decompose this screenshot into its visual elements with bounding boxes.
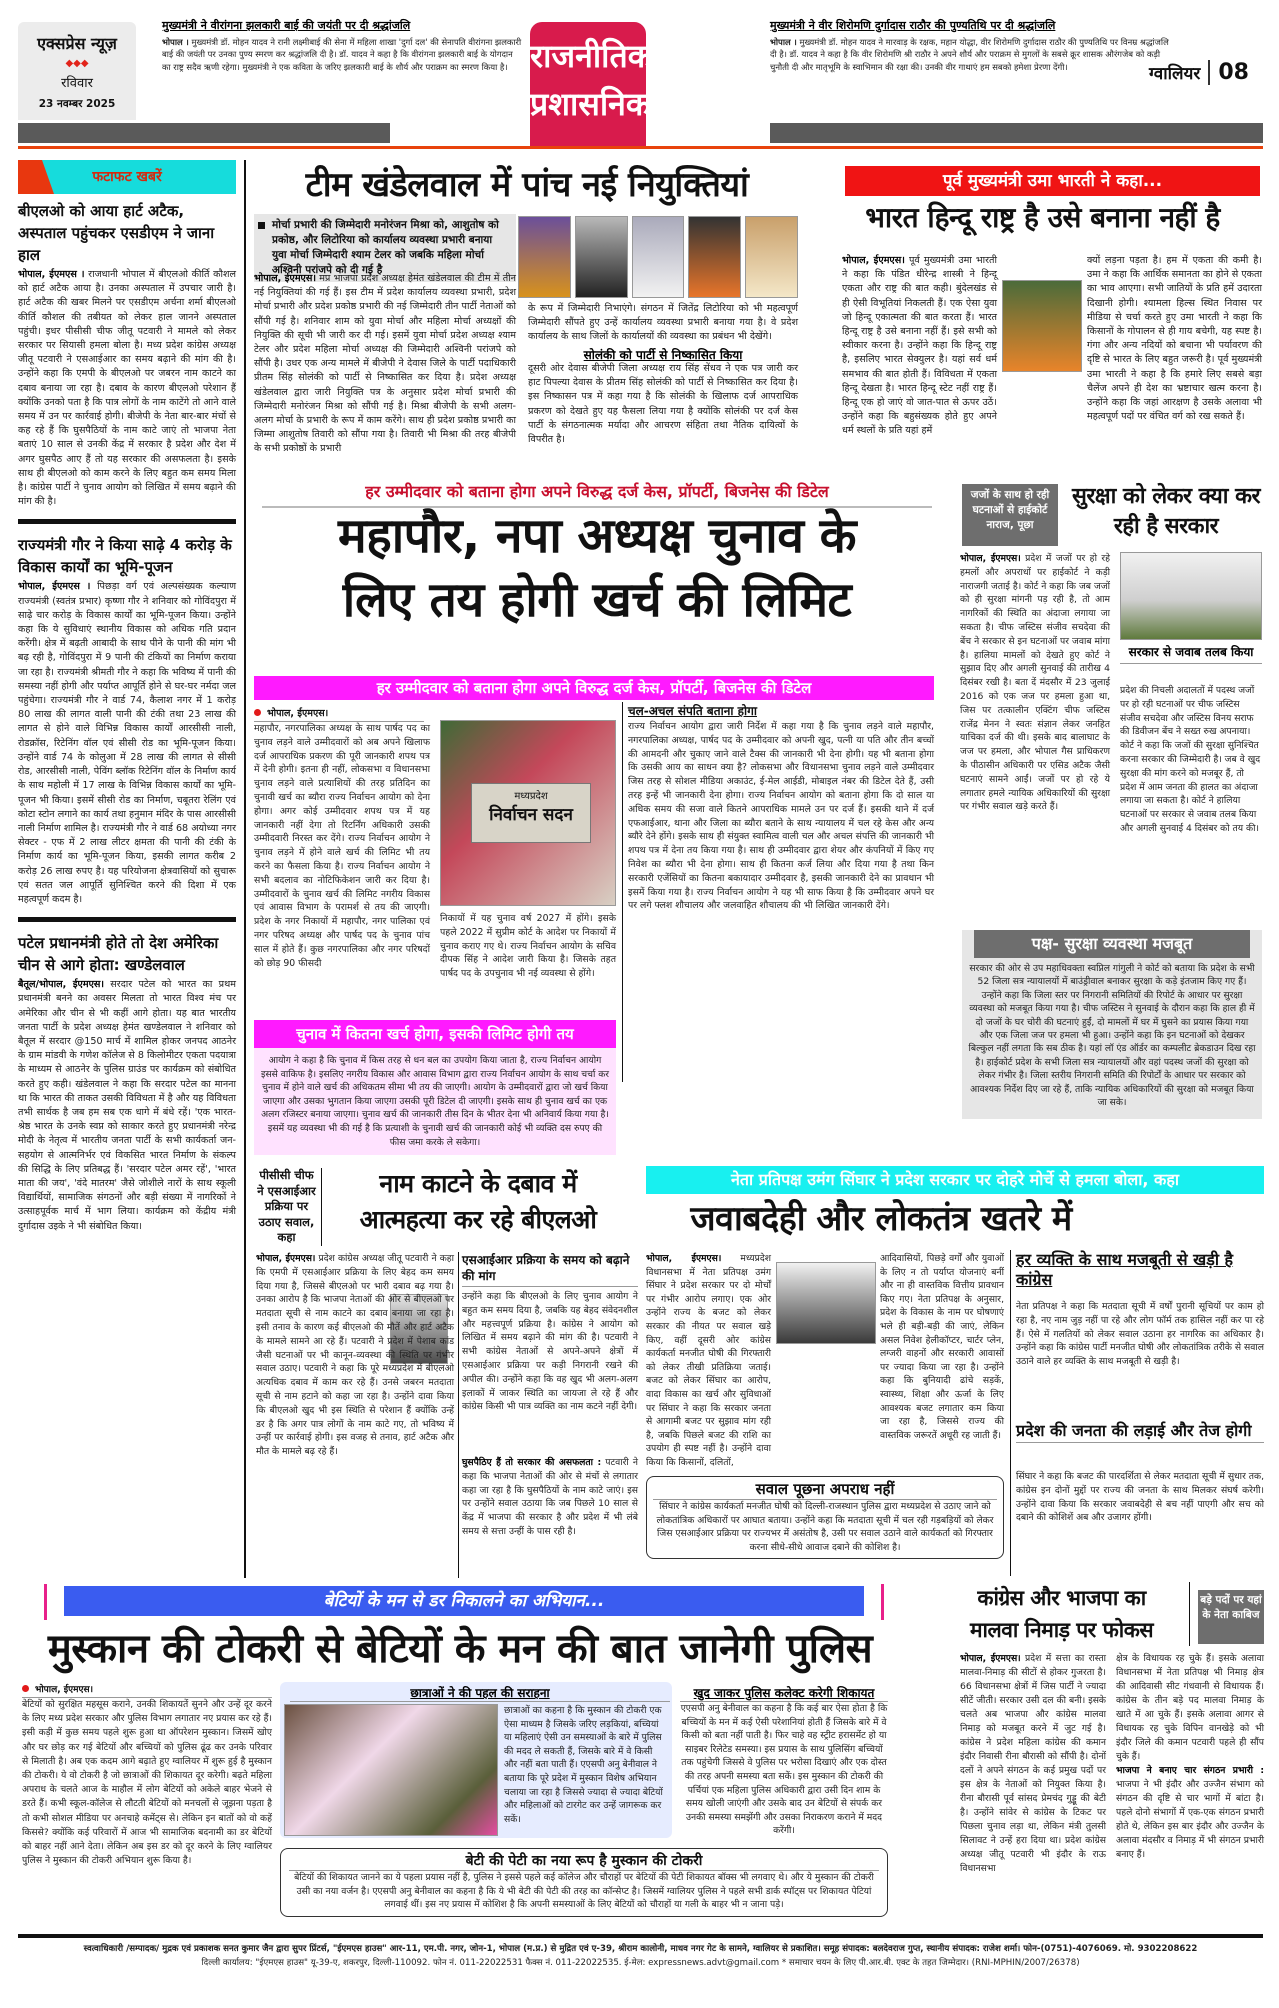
uma-body-right: क्यों लड़ना पड़ता है। हम में एकता की कमी है। उमा ने कहा कि आर्थिक समानता का होने से एकता का भाव आएगा। सभी जातियों के प्रति हमें उदारता दिखानी होगी। श्यामला हिल्स स्थित निवास पर मीडिया से चर्चा करते हुए उमा भारती ने कहा कि किसानों के गोपालन से ही गाय बचेगी, यह स्पष्ट है। गंगा और अन्य नदियों को बचाना भी पर्यावरण की दृष्टि से भारत के लिए बहुत जरूरी है। पूर्व मुख्यमंत्री उमा भारती ने कहा है कि हमारे लिए सबसे बड़ा चैलेंज अपने ही देश का भ्रष्टाचार खत्म करना है। उन्होंने कहा कि जहां आरक्षण है उसके अलावा भी महत्वपूर्ण पदों पर वंचित वर्ग को रख सकते हैं। bbox=[1087, 255, 1262, 423]
section-title-line2: प्रशासनिक bbox=[530, 85, 651, 123]
city-name: ग्वालियर bbox=[1149, 64, 1201, 84]
police-kicker: बेटियों के मन से डर निकालने का अभियान... bbox=[64, 1586, 864, 1616]
police-box-head: बेटी की पेटी का नया रूप है मुस्कान की टोकरी bbox=[289, 1851, 879, 1871]
brief-left-headline: मुख्यमंत्री ने वीरांगना झलकारी बाई की जयंती पर दी श्रद्धांजलि bbox=[162, 19, 411, 32]
dateline: भोपाल, ईएमएस। bbox=[254, 273, 316, 284]
uma-body-left-text: पूर्व मुख्यमंत्री उमा भारती ने कहा कि पंडित धीरेन्द्र शास्त्री ने हिन्दू एकता और राष्ट्र की बात कही। बुंदेलखंड से ही ऐसी विभूतियां निकलती हैं। एक ऐसा युवा जो हिन्दू एकात्मता की बात करता हैं। भारत हिन्दू राष्ट्र है उसे बनाना नहीं हैं। इसे सभी को स्वीकार करना है। उन्होंने कहा कि हिन्दू राष्ट्र है, इसलिए भारत सेक्युलर है। यहां सर्व धर्म समभाव की बात होती हैं। विविधता में एकता हिन्दू देखता है। भारत हिन्दू स्टेट नहीं राष्ट्र हैं। हिन्दू एक हो जाएं वो जात-पात से ऊपर उठें। उन्होंने कहा कि बहुसंख्यक होते हुए अपने धर्म स्थलों के प्रति यहां हमें bbox=[842, 255, 997, 437]
khandelwal-body-right: के रूप में जिम्मेदारी निभाएंगे। संगठन में जितेंद्र लिटोरिया को भी महत्वपूर्ण जिम्मेदारी सौंपते हुए उन्हें कार्यालय व्यवस्था प्रभारी बनाया गया है। वे प्रदेश कार्यालय के साथ जिलों के कार्यालयों की व्यवस्था का प्रबंधन भी देखेंगे। bbox=[528, 303, 798, 343]
solanki-body: दूसरी ओर देवास बीजेपी जिला अध्यक्ष राय सिंह सेंधव ने एक पत्र जारी कर हाट पिपल्या देवास के प्रीतम सिंह सोलंकी को पार्टी से निष्कासित कर दिया है। इस निष्कासन पत्र में कहा गया है कि सोलंकी के खिलाफ दर्ज आपराधिक प्रकरण को देखते हुए यह फैसला लिया गया है क्योंकि सोलंकी पर दर्ज केस पार्टी के संगठनात्मक मर्यादा और आचरण संहिता तथा नैतिक दायित्वों के विपरीत है। bbox=[528, 363, 798, 446]
asset-body: राज्य निर्वाचन आयोग द्वारा जारी निर्देश में कहा गया है कि चुनाव लड़ने वाले महापौर, नगरपालिका अध्यक्ष, पार्षद पद के उम्मीदवार को अपनी खुद, पत्नी या पति और तीन बच्चों की आमदनी और चुकाए जाने वाले टैक्स की जानकारी भी देना होगी। यह भी बताना होगा कि उसकी आय का साधन क्या है? लोकसभा और विधानसभा चुनाव लड़ने वाले उम्मीदवार जिस तरह से सोशल मीडिया अकाउंट, ई-मेल आईडी, मोबाइल नंबर की डिटेल देते हैं, उसी तरह इन्हें भी जानकारी देना होगा। राज्य निर्वाचन आयोग को बताना होगा कि दो साल या अधिक समय की सजा वाले कितने आपराधिक मामले उन पर दर्ज हैं। इसकी थाने में दर्ज एफआईआर, थाना और जिला का ब्यौरा बताने के साथ न्यायालय में चल रहे केस और अन्य ब्यौरे देने होंगे। इसके साथ ही संयुक्त स्वामित्व वाली चल और अचल संपत्ति की जानकारी भी शपथ पत्र में देना तय किया गया है। साथ ही उम्मीदवार द्वारा शेयर और कंपनियों में किए गए निवेश का ब्यौरा भी देना होगा। साथ ही कितना कर्ज लिया और दिया गया है तथा किन सरकारी एजेंसियों का कितना बकायादार उम्मीदवार है, इसकी जानकारी देने का प्रावधान भी इसमें किया गया है। राज्य निर्वाचन आयोग ने यह भी साफ किया है कि उम्मीदवार अपने घर पर लगे फ्लश शौचालय और जलवाहित शौचालय की भी लिखित जानकारी देंगे। bbox=[628, 721, 934, 912]
police-body: बेटियों को सुरक्षित महसूस कराने, उनकी शिकायतें सुनने और उन्हें दूर करने के लिए मध्य प्रदेश सरकार और पुलिस विभाग लगातार नए प्रयास कर रहे हैं। इसी कड़ी में कुछ समय पहले शुरू हुआ था ऑपरेशन मुस्कान। जिसमें खोए और घर छोड़ कर गई बेटियों और बच्चियों को पुलिस ढूंढ कर उनके परिवार से मिलाती है। अब एक कदम आगे बढ़ाते हुए ग्वालियर में शुरू हुई है मुस्कान की टोकरी। ये वो टोकरी है जो छात्राओं की शिकायत दूर करेगी। बढ़ते महिला अपराध के चलते आज के माहौल में लोग बेटियों को अकेले बाहर भेजने से डरते हैं। कभी स्कूल-कॉलेज से लौटती बेटियों को मनचलों से जूझना पड़ता है तो कभी सोशल मीडिया पर अनचाहे कमेंट्स से। लेकिन इन बातों को वो कहें किससे? क्योंकि कई परिवारों में आज भी सामाजिक बदनामी का डर बेटियों को बाहर नहीं आने देता। लेकिन अब इस डर को दूर करने के लिए ग्वालियर पुलिस ने मुस्कान की टोकरी अभियान शुरू किया है। bbox=[22, 1699, 272, 1867]
singhar-body-left-text: मध्यप्रदेश विधानसभा में नेता प्रतिपक्ष उमंग सिंघार ने प्रदेश सरकार पर दो मोर्चों पर गंभीर आरोप लगाए। एक ओर उन्होंने राज्य के बजट को लेकर सरकार की नीयत पर सवाल खड़े किए, वहीं दूसरी ओर कांग्रेस कार्यकर्ता मनजीत घोषी की गिरफ्तारी को लेकर तीखी प्रतिक्रिया जताई। बजट को लेकर सिंघार का आरोप, वादा विकास का खर्च और सुविधाओं पर सिंघार ने कहा कि सरकार जनता से आगामी बजट पर सुझाव मांग रही है, जबकि पिछले बजट की राशि का उपयोग ही स्पष्ट नहीं है। उन्होंने दावा किया कि किसानों, दलितों, bbox=[646, 1253, 771, 1468]
limit-body: आयोग ने कहा है कि चुनाव में किस तरह से धन बल का उपयोग किया जाता है, राज्य निर्वाचन आयोग इससे वाकिफ है। इसलिए नगरीय विकास और आवास विभाग द्वारा राज्य निर्वाचन आयोग के साथ चर्चा कर चुनाव में होने वाले खर्च की अधिकतम सीमा भी तय की जाएगी। आयोग के उम्मीदवारों द्वारा जो खर्च किया जाएगा और उसका भुगतान किया जाएगा उसकी पूरी डिटेल दी जाएगी। इसके साथ ही चुनाव खर्च का एक अलग रजिस्टर बनाया जाएगा। चुनाव खर्च की जानकारी तीस दिन के भीतर देना भी अनिवार्य किया गया है। इसमें यह व्यवस्था भी की गई है कि प्रत्याशी के चुनावी खर्च की जानकारी कोई भी व्यक्ति दस रुपए की फीस जमा करके ले सकेगा। bbox=[254, 1048, 616, 1155]
diamond-ornament-icon: ◆◆◆ bbox=[65, 58, 89, 69]
malwa-body-left bbox=[960, 1652, 1106, 1876]
highcourt-box-head: पक्ष- सुरक्षा व्यवस्था मजबूत bbox=[974, 930, 1250, 958]
asset-subhead: चल-अचल संपति बताना होगा bbox=[628, 704, 757, 718]
khandelwal-body-text: मप्र भाजपा प्रदेश अध्यक्ष हेमंत खंडेलवाल की टीम में तीन नई नियुक्तियां की गई हैं। इस टीम में प्रदेश कार्यालय व्यवस्था प्रभारी, प्रदेश मोर्चा प्रभारी और प्रदेश प्रकोष्ठ प्रभारी की नई जिम्मेदारी तीन पार्टी नेताओं को सौंपी गई है। शनिवार शाम को युवा मोर्चा और महिला मोर्चा अध्यक्षों की नियुक्ति की सूची भी जारी कर दी गई। इसमें युवा मोर्चा प्रदेश अध्यक्ष श्याम टेलर और प्रदेश महिला मोर्चा अध्यक्ष की जिम्मेदारी अश्विनी परांजपे को सौंपी है। उधर एक अन्य मामले में बीजेपी ने देवास जिले के पार्टी पदाधिकारी प्रीतम सिंह सोलंकी को पार्टी से निष्कासित कर दिया है। प्रदेश अध्यक्ष खंडेलवाल द्वारा जारी नियुक्ति पत्र के अनुसार प्रदेश मोर्चा प्रभारी की जिम्मेदारी मनोरंजन मिश्रा को सौंपी गई है। मिश्रा बीजेपी के सभी अलग-अलग मोर्चा के प्रभारी के रूप में काम करेंगे। साथ ही प्रदेश प्रकोष्ठ प्रभारी का जिम्मा आशुतोष तिवारी को सौंपा गया है। तिवारी भी मिश्रा की तरह बीजेपी के सभी प्रकोष्ठों के प्रभारी bbox=[254, 273, 516, 455]
sign-line2: निर्वाचन सदन bbox=[489, 805, 573, 825]
weekday: रविवार bbox=[61, 76, 93, 91]
malwa-body-left-text: प्रदेश में सत्ता का रास्ता मालवा-निमाड़ की सीटों से होकर गुजरता है। 66 विधानसभा क्षेत्रों में जिस पार्टी ने ज्यादा सीटें जीती। सरकार उसी दल की बनी। इसके चलते अब भाजपा और कांग्रेस मालवा निमाड़ को मजबूत करने में जुट गई है। कांग्रेस ने प्रदेश महिला कांग्रेस की कमान इंदौर निवासी रीना बौरासी को सौंपी है। दोनों दलों ने अपने संगठन के कई प्रमुख पदों पर इस क्षेत्र के नेताओं को नियुक्त किया है। रीना बौरासी पूर्व सांसद प्रेमचंद गुड्डू की बेटी है। उन्होंने सांवेर से कांग्रेस के टिकट पर पिछला चुनाव लड़ा था, लेकिन मंत्री तुलसी सिलावट ने उन्हें हरा दिया था। प्रदेश कांग्रेस अध्यक्ष जीतू पटवारी भी इंदौर के राऊ विधानसभा bbox=[960, 1653, 1106, 1874]
police-headline: मुस्कान की टोकरी से बेटियों के मन की बात जानेगी पुलिस bbox=[47, 1626, 873, 1672]
blo-body bbox=[256, 1252, 454, 1459]
section-title-box bbox=[530, 22, 653, 148]
highcourt-photo-caption: सरकार से जवाब तलब किया bbox=[1120, 644, 1262, 664]
brief-left-body: मुख्यमंत्री डॉ. मोहन यादव ने रानी लक्ष्मीबाई की सेना में महिला शाखा 'दुर्गा दल' की सेनापति वीरांगना झलकारी बाई की जयंती पर उनका पुण्य स्मरण कर श्रद्धांजलि दी है। डॉ. यादव ने कहा है कि वीरांगना झलकारी बाई के योगदान का राष्ट्र सदैव ऋणी रहेगा। मुख्यमंत्री ने एक कविता के जरिए झलकारी बाई के शौर्य और पराक्रम का स्मरण किया है। bbox=[162, 37, 522, 72]
singhar-box-body: सिंघार ने कांग्रेस कार्यकर्ता मनजीत घोषी को दिल्ली-राजस्थान पुलिस द्वारा मध्यप्रदेश से उठाए जाने को लोकतांत्रिक अधिकारों पर आघात बताया। उन्होंने कहा कि मतदाता सूची में चल रही गड़बड़ियों को लेकर जिस एसआईआर प्रक्रिया पर राज्यभर में असंतोष है, उसी पर सवाल उठाने वाले कार्यकर्ता को गिरफ्तार करना सीधे-सीधे आवाज दबाने की कोशिश है। bbox=[656, 1501, 994, 1553]
brief-right-headline: मुख्यमंत्री ने वीर शिरोमणि दुर्गादास राठौर की पुण्यतिथि पर दी श्रद्धांजलि bbox=[770, 19, 1056, 32]
highcourt-body-left-text: प्रदेश में जजों पर हो रहे हमलों और अपराधों पर हाईकोर्ट ने कड़ी नाराजगी जताई है। कोर्ट ने कहा कि जब जजों को ही सुरक्षा मांगनी पड़ रही है, तो आम नागरिकों की स्थिति का अंदाजा लगाया जा सकता है। चीफ जस्टिस संजीव सचदेवा की बेंच ने सरकार से इन घटनाओं पर जवाब मांगा है। हालिया मामलों को देखते हुए कोर्ट ने सुझाव दिए और अगली सुनवाई की तारीख 4 दिसंबर रखी है। बता दें मंदसौर में 23 जुलाई 2016 को एक जज पर हमला हुआ था, जिस पर तत्कालीन एक्टिंग चीफ जस्टिस राजेंद्र मेनन ने स्वतः संज्ञान लेकर जनहित याचिका दर्ज की थी। इसके बाद बालाघाट के जज पर हमला, और भोपाल गैस प्राधिकरण के पीठासीन अधिकारी पर एसिड अटैक जैसी घटनाएं सामने आईं। जजों पर हो रहे ये लगातार हमले न्यायिक अधिकारियों की सुरक्षा पर गंभीर सवाल खड़े करते हैं। bbox=[960, 553, 1111, 813]
brand-name: एक्सप्रेस न्यूज़ bbox=[37, 34, 117, 53]
uma-bharti-photo bbox=[1002, 280, 1082, 372]
khandelwal-subhead: मोर्चा प्रभारी की जिम्मेदारी मनोरंजन मिश्रा को, आशुतोष को प्रकोष्ठ, और लिटोरिया को कार्यालय व्यवस्था प्रभारी बनाया युवा मोर्चा जिम्मेदारी श्याम टेलर को जबकि महिला मोर्चा अश्विनी परांजपे को दी गई है bbox=[254, 214, 516, 282]
highcourt-headline: सुरक्षा को लेकर क्या कर रही है सरकार bbox=[1071, 484, 1260, 539]
khandelwal-body bbox=[254, 272, 516, 457]
khandelwal-photos bbox=[518, 216, 798, 298]
sign-line1: मध्यप्रदेश bbox=[514, 791, 548, 802]
column-rule bbox=[1010, 1250, 1011, 1576]
blo-side-label: पीसीसी चीफ ने एसआईआर प्रक्रिया पर उठाए सवाल, कहा bbox=[256, 1168, 322, 1246]
election-headline-line1: महापौर, नपा अध्यक्ष चुनाव के bbox=[338, 508, 856, 564]
khandelwal-headline: टीम खंडेलवाल में पांच नई नियुक्तियां bbox=[305, 165, 749, 205]
dateline: भोपाल, ईएमएस। bbox=[35, 1685, 94, 1695]
bullet-icon bbox=[254, 709, 261, 716]
limit-banner: चुनाव में कितना खर्च होगा, इसकी लिमिट होगी तय bbox=[254, 1020, 616, 1048]
nirvachan-sadan-photo bbox=[440, 720, 616, 906]
election-kicker: हर उम्मीदवार को बताना होगा अपने विरुद्ध दर्ज केस, प्रॉपर्टी, बिजनेस की डिटेल bbox=[262, 480, 932, 508]
photo-sign bbox=[471, 783, 591, 843]
malwa-headline bbox=[940, 1582, 1190, 1646]
uma-kicker: पूर्व मुख्यमंत्री उमा भारती ने कहा... bbox=[845, 166, 1260, 196]
blo-headline bbox=[330, 1166, 626, 1238]
divider bbox=[18, 519, 236, 524]
brief-right-body: मुख्यमंत्री डॉ. मोहन यादव ने मारवाड़ के रक्षक, महान योद्धा, वीर शिरोमणि दुर्गादास राठौर की पुण्यतिथि पर विनम्र श्रद्धांजलि दी है। डॉ. यादव ने कहा है कि वीर शिरोमणि श्री राठौर ने अपने शौर्य और पराक्रम से मुगलों के सबसे क्रूर शासक औरंगजेब को कड़ी चुनौती दी और मातृभूमि के स्वाभिमान की रक्षा की। उनकी वीर गाथाएं हम सबको हमेशा प्रेरणा देंगी। bbox=[770, 37, 1169, 72]
dateline: भोपाल, ईएमएस। bbox=[646, 1253, 722, 1264]
portrait-photo bbox=[575, 216, 628, 298]
left-story-1-body: राजधानी भोपाल में बीएलओ कीर्ति कौशल को हार्ट अटैक आया है। उनका अस्पताल में उपचार जारी है। हार्ट अटैक की खबर मिलने पर एसडीएम अर्चना शर्मा बीएलओ कीर्ति कौशल की तबीयत को लेकर हाल जानने अस्पताल पहुंची। इधर पीसीसी चीफ जीतू पटवारी ने मामले को लेकर सरकार पर सियासी हमला बोला है। मध्य प्रदेश कांग्रेस अध्यक्ष जीतू पटवारी ने एसआईआर का समय बढ़ाने की मांग की है। उन्होंने कहा कि एमपी के बीएलओ पर जबरन नाम काटने का दबाव बनाया जा रहा है। दबाव के कारण बीएलओ परेशान हैं क्योंकि उनको पता है कि पात्र लोगों के नाम काटेंगे तो आने वाले समय में उन पर कार्रवाई होगी। बीजेपी के नेता बार-बार मंचों से कह रहे हैं कि घुसपैठियों के नाम काटे जाएं तो भाजपा नेता बताएं 10 साल से उनकी केंद्र में सरकार है प्रदेश और देश में अगर घुसपैठ आए हैं तो यह सरकार की असफलता है। इसके साथ ही बीएलओ को काम करने के लिए बहुत कम समय मिला है। कांग्रेस पार्टी ने चुनाव आयोग को लिखित में समय बढ़ाने की मांग की है। bbox=[18, 269, 236, 508]
malwa-body-right-text: क्षेत्र के विधायक रह चुके हैं। इसके अलावा विधानसभा में नेता प्रतिपक्ष भी निमाड़ क्षेत्र की आदिवासी सीट गंधवानी से विधायक हैं। कांग्रेस के तीन बड़े पद मालवा निमाड़ के खाते में आ चुके हैं। इसके अलावा आगर से विधायक रह चुके विपिन वानखेड़े को भी इंदौर जिले की कमान पटवारी पहले ही सौंप चुके हैं। bbox=[1116, 1653, 1264, 1762]
footer-rule bbox=[18, 1934, 1263, 1938]
masthead-rule bbox=[18, 146, 1263, 149]
police-mid-head: छात्राओं ने की पहल की सराहना bbox=[290, 1684, 670, 1702]
left-story-3 bbox=[18, 932, 236, 1234]
police-dateline bbox=[22, 1682, 272, 1698]
portrait-photo bbox=[688, 216, 741, 298]
section-title-line1: राजनीतिक bbox=[530, 37, 653, 75]
singhar-kicker: नेता प्रतिपक्ष उमंग सिंघार ने प्रदेश सरकार पर दोहरे मोर्चे से हमला बोला, कहा bbox=[646, 1166, 1264, 1194]
election-headline-line2: लिए तय होगी खर्च की लिमिट bbox=[342, 572, 852, 628]
brief-left bbox=[162, 18, 522, 73]
dateline: भोपाल, ईएमएस। bbox=[960, 553, 1021, 564]
blo-sub-body: पटवारी ने कहा कि भाजपा नेताओं की ओर से मंचों से लगातार कहा जा रहा है कि घुसपैठियों के नाम काटे जाएं। इस पर उन्होंने सवाल उठाया कि जब पिछले 10 साल से केंद्र में भाजपा की सरकार है और प्रदेश में भी लंबे समय से सत्ता उन्हीं के पास रही है। bbox=[462, 1457, 638, 1537]
highcourt-body-right: प्रदेश की निचली अदालतों में पदस्थ जजों पर हो रही घटनाओं पर चीफ जस्टिस संजीव सचदेवा और जस्टिस विनय सराफ की डिवीजन बेंच ने सख्त रुख अपनाया। कोर्ट ने कहा कि जजों की सुरक्षा सुनिश्चित करना सरकार की जिम्मेदारी है। जब वे खुद सुरक्षा की मांग करने को मजबूर हैं, तो प्रदेश में आम जनता की हालत का अंदाजा लगाया जा सकता है। कोर्ट ने हालिया घटनाओं पर सरकार से जवाब तलब किया और अगली सुनवाई 4 दिसंबर को तय की। bbox=[1120, 685, 1261, 834]
police-box-body: बेटियों की शिकायत जानने का ये पहला प्रयास नहीं है, पुलिस ने इससे पहले कई कॉलेज और चौराहों पर बेटियों की पेटी शिकायत बॉक्स भी लगवाए थे। और ये मुस्कान की टोकरी उसी का नया वर्जन है। एएसपी अनु बेनीवाल का कहना है कि ये भी बेटी की पेटी की तरह का कॉन्सेप्ट है। जिसमें ग्वालियर पुलिस ने पहले सभी डार्क स्पॉट्स पर शिकायत पेटियां लगवाई थीं। इस नए प्रयास में कोशिश है कि अपनी समस्याओं के लिए बेटियों को चौराहों या गली के बाहर भी न जाना पड़े। bbox=[294, 1872, 874, 1911]
singhar-body-left bbox=[646, 1252, 771, 1470]
blo-headline-line2: आत्महत्या कर रहे बीएलओ bbox=[359, 1205, 597, 1234]
police-box bbox=[280, 1848, 888, 1917]
brief-right-dateline: भोपाल । bbox=[770, 37, 797, 47]
malwa-side-label: बड़े पदों पर यहां के नेता काबिज bbox=[1198, 1590, 1264, 1644]
brief-right bbox=[770, 18, 1178, 73]
malwa-sub-body: भाजपा ने भी इंदौर और उज्जैन संभाग को संगठन की दृष्टि से चार भागों में बांटा है। पहले दोनो संभागों में एक-एक संगठन प्रभारी होते थे, लेकिन इस बार इंदौर और उज्जैन के अलावा मंदसौर व निमाड़ में भी संगठन प्रभारी बनाए हैं। bbox=[1116, 1779, 1265, 1860]
malwa-headline-line2: मालवा निमाड़ पर फोकस bbox=[969, 1618, 1154, 1642]
column-rule bbox=[622, 702, 623, 1082]
portrait-photo bbox=[632, 216, 685, 298]
portrait-photo bbox=[745, 216, 798, 298]
left-story-2-headline: राज्यमंत्री गौर ने किया साढ़े 4 करोड़ के विकास कार्यों का भूमि-पूजन bbox=[18, 536, 232, 577]
solanki-subhead: सोलंकी को पार्टी से निष्कासित किया bbox=[583, 348, 743, 362]
highcourt-box-body: सरकार की ओर से उप महाधिवक्ता स्वप्निल गांगुली ने कोर्ट को बताया कि प्रदेश के सभी 52 जिला सत्र न्यायालयों में बाउंड्रीवाल बनाकर सुरक्षा के कड़े इंतजाम किए गए हैं। उन्होंने कहा कि जिला स्तर पर निगरानी समितियों की रिपोर्ट के आधार पर सुरक्षा व्यवस्था को मजबूत किया गया है। चीफ जस्टिस ने सुनवाई के दौरान कहा कि हाल ही में दो जजों के घर चोरी की घटनाएं हुईं, दो मामलों में घर में घुसने का प्रयास किया गया और एक जिला जज पर हमला भी हुआ। उन्होंने कहा कि इन घटनाओं को देखकर बिल्कुल नहीं लगता कि सब ठीक है। यहां लॉ एंड ऑर्डर का कम्पलीट ब्रेकडाउन दिख रहा है। हाईकोर्ट प्रदेश के सभी जिला सत्र न्यायालयों और वहां पदस्थ जजों की सुरक्षा को लेकर गंभीर है। जिला स्तरीय निगरानी समिति की रिपोर्टों के आधार पर सरकार को आवश्यक निर्देश दिए जा रहे हैं, ताकि न्यायिक अधिकारियों की सुरक्षा को मजबूत किया जा सके। bbox=[968, 963, 1256, 1109]
brief-left-dateline: भोपाल । bbox=[162, 37, 189, 47]
left-story-3-headline: पटेल प्रधानमंत्री होते तो देश अमेरिका चीन से आगे होता: खण्डेलवाल bbox=[18, 934, 219, 975]
left-story-3-body: सरदार पटेल को भारत का प्रथम प्रधानमंत्री बनने का अवसर मिलता तो भारत विश्व मंच पर अमेरिका और चीन से भी कहीं आगे होता। यह बात भारतीय जनता पार्टी के प्रदेश अध्यक्ष हेमंत खण्डेलवाल ने शनिवार को बैतूल में सरदार @150 मार्च में शामिल होकर जनपद आठनेर के ग्राम मांडवी के गणेश कॉलेज से 8 किलोमीटर एकता पदयात्रा के माध्यम से आठनेर के पुलिस ग्राउंड पर कार्यक्रम को संबोधित करते हुए कही। खंडेलवाल ने कहा कि सरदार पटेल का मानना था कि भारत की ताकत उसकी विविधता में है और यह विविधता तभी सार्थक है जब हम सब एक धागे में बंधे रहें। 'एक भारत-श्रेष्ठ भारत के उनके स्वप्न को साकार करते हुए प्रधानमंत्री नरेन्द्र मोदी के नेतृत्व में भारतीय जनता पार्टी के सभी कार्यकर्ता जन-सहयोग से आत्मनिर्भर एवं विकसित भारत निर्माण के संकल्प की सिद्धि के लिए प्रतिबद्ध हैं। 'सरदार पटेल अमर रहें', 'भारत माता की जय', 'वंदे मातरम' जैसे जोशीले नारों के साथ स्कूली विद्यार्थियों, सामाजिक संगठनों और बड़ी संख्या में नागरिकों ने उत्साहपूर्वक मार्च में भाग लिया। कार्यक्रम को केंद्रीय मंत्री दुर्गादास उइके ने भी संबोधित किया। bbox=[18, 979, 236, 1232]
imprint bbox=[18, 1942, 1263, 1970]
column-rule bbox=[458, 1252, 459, 1578]
masthead-date-box bbox=[18, 22, 136, 120]
singhar-body-right: आदिवासियों, पिछड़े वर्गों और युवाओं के लिए न तो पर्याप्त योजनाएं बनीं और ना ही वास्तविक वित्तीय प्रावधान किए गए। नेता प्रतिपक्ष के अनुसार, प्रदेश के विकास के नाम पर घोषणाएं भले ही बड़ी-बड़ी की जाएं, लेकिन असल निवेश हेलीकॉप्टर, चार्टर प्लेन, लग्जरी वाहनों और सरकारी आवासों पर ज्यादा किया जा रहा है। उन्होंने कहा कि बुनियादी ढांचे सड़कें, स्वास्थ्य, शिक्षा और ऊर्जा के लिए आवश्यक बजट लगातार कम किया जा रहा है, जिससे राज्य की वास्तविक जरूरतें अधूरी रह जाती हैं। bbox=[880, 1253, 1004, 1441]
umang-singhar-photo bbox=[776, 1262, 876, 1344]
fatafat-section-label: फटाफट खबरें bbox=[18, 160, 236, 194]
singhar-box bbox=[646, 1476, 1004, 1559]
imprint-line1: स्वत्वाधिकारी /सम्पादक/ मुद्रक एवं प्रकाशक सनत कुमार जैन द्वारा सुपर प्रिंटर्स, "ईएमएस हाउस" आर-11, एम.पी. नगर, जोन-1, भोपाल (म.प्र.) से मुद्रित एवं ए-39, श्रीराम कालोनी, माधव नगर गेट के सामने, ग्वालियर से प्रकाशित। समूह संपादक: बलदेवराज गुप्त, स्थानीय संपादक: राजेश शर्मा। फोन-(0751)-4076069. मो. 9302208622 bbox=[83, 1944, 1198, 1954]
singhar-side-head: हर व्यक्ति के साथ मजबूती से खड़ी है कांग्रेस bbox=[1016, 1250, 1234, 1289]
left-story-1 bbox=[18, 200, 236, 509]
highcourt-side-label: जजों के साथ हो रही घटनाओं से हाईकोर्ट नाराज, पूछा bbox=[962, 484, 1058, 546]
page-number: 08 bbox=[1208, 60, 1249, 85]
blo-side-body: उन्होंने कहा कि बीएलओ के लिए चुनाव आयोग ने बहुत कम समय दिया है, जबकि यह बेहद संवेदनशील और महत्त्वपूर्ण प्रक्रिया है। कांग्रेस ने आयोग को लिखित में समय बढ़ाने की मांग की है। पटवारी ने सभी कांग्रेस नेताओं से अपने-अपने क्षेत्रों में एसआईआर प्रक्रिया पर कड़ी निगरानी रखने की अपील की। उन्होंने कहा कि वह खुद भी अलग-अलग इलाकों में जाकर स्थिति का जायजा ले रहे हैं और कांग्रेस किसी भी पात्र व्यक्ति का नाम कटने नहीं देगी। bbox=[462, 1291, 638, 1413]
highcourt-body-left bbox=[960, 552, 1110, 814]
portrait-photo bbox=[518, 216, 571, 298]
dateline: भोपाल, ईएमएस । bbox=[18, 581, 91, 593]
divider bbox=[18, 917, 236, 922]
singhar-headline: जवाबदेही और लोकतंत्र खतरे में bbox=[690, 1199, 1072, 1239]
highcourt-building-photo bbox=[1120, 552, 1262, 640]
singhar-side-body2: सिंघार ने कहा कि बजट की पारदर्शिता से लेकर मतदाता सूची में सुधार तक, कांग्रेस इन दोनों मुद्दों पर राज्य की जनता के साथ मिलकर संघर्ष करेगी। उन्होंने दावा किया कि सरकार जवाबदेही से बच नहीं पाएगी और सच को दबाने की कोशिशें अब और उजागर होंगी। bbox=[1016, 1471, 1264, 1524]
singhar-side-body: नेता प्रतिपक्ष ने कहा कि मतदाता सूची में वर्षों पुरानी सूचियों पर काम हो रहा है, नए नाम जुड़ नहीं पा रहे और लोग फॉर्म तक हासिल नहीं कर पा रहे हैं। ऐसे में गलतियों को लेकर सवाल उठाना हर नागरिक का अधिकार है। उन्होंने कहा कि कांग्रेस पार्टी मनजीत घोषी और लोकतांत्रिक तरीके से सवाल उठाने वाले हर व्यक्ति के साथ मजबूती से खड़ी है। bbox=[1016, 1301, 1264, 1368]
police-mid-body: छात्राओं का कहना है कि मुस्कान की टोकरी एक ऐसा माध्यम है जिसके जरिए लड़कियां, बच्चियां या महिलाएं ऐसी उन समस्याओं के बारे में पुलिस की मदद ले सकती हैं, जिसके बारे में वे किसी और नहीं बता पाती हैं। एएसपी अनु बेनीवाल ने बताया कि पूरे प्रदेश में मुस्कान विशेष अभियान चलाया जा रहा है जिससे ज्यादा से ज्यादा बेटियों और महिलाओं को टारगेट कर उन्हें जागरूक कर सकें। bbox=[504, 1705, 663, 1825]
singhar-box-head: सवाल पूछना अपराध नहीं bbox=[653, 1479, 997, 1500]
blo-body-text: प्रदेश कांग्रेस अध्यक्ष जीतू पटवारी ने कहा कि एमपी में एसआईआर प्रक्रिया के लिए बेहद कम समय दिया गया है, जिससे बीएलओ पर भारी दबाव बढ़ गया है। उनका आरोप है कि भाजपा नेताओं की ओर से बीएलओ पर मतदाता सूची से नाम काटने का दबाव बनाया जा रहा है। इसी तनाव के कारण कई बीएलओ की मौतें और हार्ट अटैक के मामले सामने आ रहे हैं। पटवारी ने प्रदेश में पेशाब कांड जैसी घटनाओं पर भी कानून-व्यवस्था की स्थिति पर गंभीर सवाल उठाए। पटवारी ने कहा कि पूरे मध्यप्रदेश में बीएलओ अत्यधिक दबाव में काम कर रहे हैं। उनसे जबरन मतदाता सूची से नाम हटाने को कहा जा रहा है। उन्होंने दावा किया कि बीएलओ खुद भी इस स्थिति से परेशान हैं क्योंकि उन्हें डर है कि अगर पात्र लोगों के नाम काटे गए, तो भविष्य में उन्हीं पर कार्रवाई होगी। इस वजह से तनाव, हार्ट अटैक और मौत के मामले बढ़ रहे हैं। bbox=[256, 1253, 455, 1458]
police-right-body: एएसपी अनु बेनीवाल का कहना है कि कई बार ऐसा होता है कि बच्चियों के मन में कई ऐसी परेशानियां होती हैं जिसके बारे में वे किसी को बता नहीं पाती है। फिर चाहे वह स्ट्रीट हरासमेंट हो या साइबर रिलेटेड समस्या। इस प्रयास के साथ पुलिसिंग बच्चियों तक पहुंचेगी जिससे वे पुलिस पर भरोसा दिखाएं और एक दोस्त की तरह अपनी समस्या बता सकें। इस मुस्कान की टोकरी की पर्चियां एक महिला पुलिस अधिकारी द्वारा उसी दिन शाम के समय खोली जाएंगी और उसके बाद उन बेटियों से संपर्क कर उनकी समस्या समझेंगी और उसका निराकरण कराने में मदद करेंगी। bbox=[680, 1703, 888, 1837]
dateline: भोपाल, ईएमएस। bbox=[267, 708, 329, 719]
election-body: महापौर, नगरपालिका अध्यक्ष के साथ पार्षद पद का चुनाव लड़ने वाले उम्मीदवारों को अब अपने खिलाफ दर्ज आपराधिक प्रकरण की पूरी जानकारी शपथ पत्र में देनी होगी। इतना ही नहीं, लोकसभा व विधानसभा चुनाव लड़ने वाले प्रत्याशियों की तरह प्रतिदिन का चुनावी खर्च का ब्यौरा राज्य निर्वाचन आयोग को देना होगा। अगर कोई उम्मीदवार शपथ पत्र में यह जानकारी नहीं देगा तो रिटर्निंग अधिकारी उसकी उम्मीदवारी निरस्त कर देंगे। राज्य निर्वाचन आयोग ने चुनाव लड़ने में होने वाले खर्च की लिमिट भी तय करने का फैसला किया है। राज्य निर्वाचन आयोग ने सभी बदलाव का नोटिफिकेशन जारी कर दिया है। उम्मीदवारों के चुनाव खर्च की लिमिट नगरीय विकास एवं आवास विभाग के परामर्श से तय की जाएगी। प्रदेश के नगर निकायों में महापौर, नगर पालिका एवं नगर परिषद अध्यक्ष और पार्षद पद के चुनाव पांच साल में होते हैं। कुछ नगरपालिका और नगर परिषदों को छोड़ 90 फीसदी bbox=[254, 723, 430, 969]
imprint-line2: दिल्ली कार्यालय: "ईएमएस हाउस" यू-39-ए, शकरपुर, दिल्ली-110092. फोन नं. 011-22022531 फैक्स नं. 011-22022535. ई-मेल: expressnews.advt@gmail.com * समाचार चयन के लिए पी.आर.बी. एक्ट के तहत जिम्मेदार। (RNI-MPHIN/2007/26378) bbox=[201, 1958, 1080, 1968]
election-banner: हर उम्मीदवार को बताना होगा अपने विरुद्ध दर्ज केस, प्रॉपर्टी, बिजनेस की डिटेल bbox=[254, 676, 934, 700]
dateline: भोपाल, ईएमएस । bbox=[18, 269, 85, 280]
police-right-head: खुद जाकर पुलिस कलेक्ट करेगी शिकायत bbox=[680, 1684, 888, 1702]
election-headline bbox=[262, 504, 932, 632]
bullet-icon bbox=[22, 1685, 29, 1692]
uma-headline: भारत हिन्दू राष्ट्र है उसे बनाना नहीं है bbox=[865, 201, 1220, 234]
left-story-2 bbox=[18, 534, 236, 907]
malwa-sub-head: भाजपा ने बनाए चार संगठन प्रभारी : bbox=[1116, 1765, 1264, 1776]
blo-sub-head: घुसपैठिए हैं तो सरकार की असफलता : bbox=[462, 1457, 602, 1468]
uma-body-left bbox=[842, 254, 997, 439]
dateline: बैतूल/भोपाल, ईएमएस। bbox=[18, 979, 105, 991]
blo-headline-line1: नाम काटने के दबाव में bbox=[379, 1169, 577, 1198]
masthead-bar-left bbox=[18, 123, 390, 143]
left-column bbox=[18, 160, 236, 1234]
column-rule bbox=[244, 160, 246, 1578]
highcourt-govt-box bbox=[962, 930, 1262, 1119]
issue-date: 23 नवम्बर 2025 bbox=[38, 98, 116, 110]
singhar-side-head2: प्रदेश की जनता की लड़ाई और तेज होगी bbox=[1016, 1420, 1264, 1443]
election-body-mid: निकायों में यह चुनाव वर्ष 2027 में होंगे। इसके पहले 2022 में सुप्रीम कोर्ट के आदेश पर निकायों में चुनाव कराए गए थे। राज्य निर्वाचन आयोग के सचिव दीपक सिंह ने आदेश जारी किया है। जिसके तहत पार्षद पद के उपचुनाव भी नई व्यवस्था से होंगे। bbox=[440, 913, 616, 980]
left-story-1-headline: बीएलओ को आया हार्ट अटैक, अस्पताल पहुंचकर एसडीएम ने जाना हाल bbox=[18, 202, 215, 264]
election-dateline bbox=[254, 706, 424, 722]
dateline: भोपाल, ईएमएस। bbox=[256, 1253, 316, 1264]
city-page-label bbox=[1149, 60, 1249, 85]
malwa-headline-line1: कांग्रेस और भाजपा का bbox=[977, 1586, 1146, 1610]
muskan-tokri-photo bbox=[284, 1704, 498, 1836]
blo-side-head: एसआईआर प्रक्रिया के समय को बढ़ाने की मांग bbox=[462, 1252, 638, 1287]
dateline: भोपाल, ईएमएस। bbox=[842, 255, 905, 266]
blo-sub bbox=[462, 1456, 638, 1539]
dateline: भोपाल, ईएमएस। bbox=[960, 1653, 1021, 1664]
masthead-bar-right bbox=[770, 123, 1263, 143]
left-story-2-body: पिछड़ा वर्ग एवं अल्पसंख्यक कल्याण राज्यमंत्री (स्वतंत्र प्रभार) कृष्णा गौर ने शनिवार को गोविंदपुरा में साढ़े चार करोड़ के विकास कार्यों का भूमि-पूजन किया। उन्होंने कहा कि ये सुविधाएं स्थानीय विकास को अधिक गति प्रदान करेंगी। क्षेत्र में बढ़ती आबादी के साथ पीने के पानी की मांग भी बढ़ रही है, गोविंदपुरा में 9 पानी की टंकियों का निर्माण कराया जा रहा है। राज्यमंत्री श्रीमती गौर ने कहा कि भविष्य में पानी की समस्या नहीं होगी और पर्याप्त आपूर्ति होने से घर-घर नर्मदा जल पहुंचेगा। राज्यमंत्री गौर ने वार्ड 74, कैलाश नगर में 1 करोड़ 80 लाख की लागत वाली पानी की टंकी तथा 23 लाख की लागत से होने वाले विभिन्न विकास कार्यों आरसीसी नाली, रोडक्रॉस, रिटेनिंग वॉल एवं सीसी रोड का भूमि-पूजन किया। उन्होंने वार्ड 74 के कोलुआ में 28 लाख की लागत से सीसी रोड, आरसीसी नाली, पेविंग ब्लॉक रिटेनिंग वॉल के निर्माण कार्य के साथ महोली में 17 लाख के विभिन्न विकास कार्यों का भूमि-पूजन भी किया। इसमें सीसी रोड का निर्माण, चबूतरा रेलिंग एवं कोटा स्टोन लगाने का कार्य तथा हनुमान मंदिर के पास आरसीसी नाली निर्माण शामिल है। राज्यमंत्री गौर ने वार्ड 68 अयोध्या नगर सेक्टर - एफ में 2 लाख लीटर क्षमता की पानी की टंकी के निर्माण कार्य का भूमि-पूजन किया, इसकी लागत करीब 2 करोड़ 26 लाख रुपए है। यह परियोजना क्षेत्रवासियों को सुचारू एवं सतत जल आपूर्ति सुनिश्चित करने की दिशा में एक महत्वपूर्ण कदम है। bbox=[18, 581, 237, 905]
malwa-body-right bbox=[1116, 1652, 1264, 1862]
